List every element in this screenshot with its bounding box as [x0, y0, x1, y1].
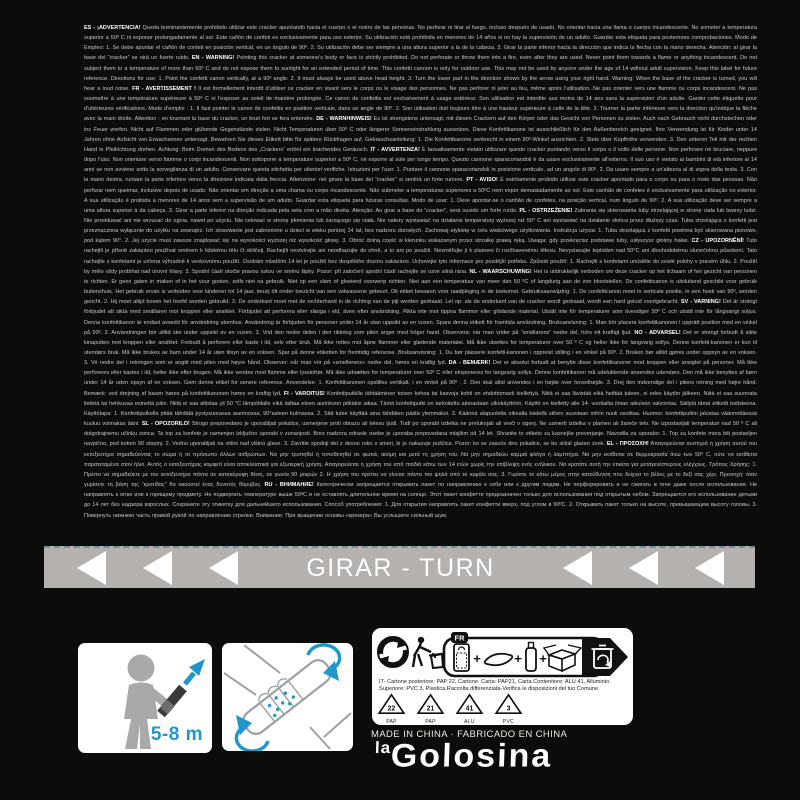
recycle-triangle-icon — [455, 693, 484, 715]
lang-warning-label: SL - OPOZORILO! — [141, 421, 190, 428]
green-dot-recycle-icon — [376, 634, 410, 670]
recycling-info-line: Superiore: PVC 3, Plastica.Raccolta differenziata-Verifica le disposizioni del tuo Comune. — [379, 686, 600, 692]
recycle-triangle-alu-41 — [455, 693, 484, 725]
right-arrow-group — [563, 551, 724, 585]
turn-hands-pictogram-box — [222, 643, 353, 751]
svg-text:21: 21 — [426, 705, 435, 713]
recycle-triangle-pvc-3 — [494, 693, 523, 725]
lang-warning-label: PT - AVISO! — [466, 177, 498, 184]
left-turn-arrow-icon — [143, 551, 172, 585]
recycling-info-line: IT- Cartone posteriore: PAP 22, Cartone. Carta: PAP21, Carta.Contenitore: ALU 41, Alluminio. — [379, 679, 611, 685]
material-code-triangles — [377, 693, 523, 725]
svg-text:3: 3 — [506, 705, 511, 713]
distance-label: 5-8 m — [150, 724, 203, 745]
distance-pictogram-box — [78, 643, 212, 753]
material-code-label: PVC — [502, 719, 515, 725]
lang-warning-label: NL - WAARSCHUWING! — [469, 268, 532, 275]
lang-warning-label: DE - WARNHINWEIS! — [316, 116, 372, 123]
brand-name: Golosina — [390, 737, 553, 775]
material-code-label: ALU — [464, 719, 475, 725]
lang-warning-label: ES - ¡ADVERTENCIA! — [84, 25, 141, 31]
lang-warning-label: EN - WARNING! — [191, 55, 235, 62]
plus-sign: + — [514, 651, 522, 666]
right-turn-arrow-icon — [629, 551, 658, 585]
recycle-triangle-icon — [416, 693, 445, 715]
plus-sign: + — [539, 651, 547, 666]
sorting-instructions-strip — [442, 630, 630, 680]
made-in-label: MADE IN CHINA · FABRICADO EN CHINA — [371, 729, 568, 740]
material-code-label: PAP — [425, 719, 436, 725]
lang-warning-label: CZ - UPOZORNĚNÍ! — [691, 238, 744, 245]
brand-logo — [374, 738, 553, 775]
multilingual-warning-text: ES - ¡ADVERTENCIA! Queda terminantemente prohibido utilizar este cracker apuntando hacia el cuerpo o el rostro de las personas. No perforar ni tirar al fuego, incluso después de usado. No orientar hacia una llama o cuerpo incandescente. No someter a temperatura superior a 50º C ni exponer prolongadamente al sol. Este cañón de confeti es exclusivamente para uso exterior. Su utilización está prohibida en menores de 14 años si no hay la supervisión de un adulto. Guardar esta etiqueta para posteriores comprobaciones. Modo de Empleo: 1. Se debe apuntar el cañón de confeti en posición vertical, en un ángulo de 90º. 2. Su utilización debe ser siempre a una altura superior a la de la cabeza. 3. Girar la parte inferior hacia la dirección que indica la flecha con la mano derecha. Atención: al girar la base del “cracker” se oirá un fuerte ruido. EN - WARNING! Pointing this cracker at someone's body or face is strictly prohibited. Do not perforate or throw them into a fire, even after they are used. Never point them towards a flame or anything incandescent. Do not subject them to a temperature of more than 50º C and do not expose them to sunlight for an extended period of time. This confetti cannon is only for outdoor use. This may not be used by anyone under the age of 14 without adult supervision. Keep this label for future reference. Directions for use: 1. Point the confetti canon vertically, at a 90º angle. 2. It must always be used above head height. 3. Turn the lower part in the direction shown by the arrow using your right hand. Warning: When the base of the cracker is turned, you will hear a loud noise. FR - AVERTISSEMENT ! Il est formellement interdit d'utiliser ce cracker en visant vers le corps ou le visage des personnes. Ne pas perforer ni jeter au feu, même après l'utilisation. Ne pas orienter vers une flamme ou corps incandescent. Ne pas soumettre à une température supérieure à 50º C ni l'exposer au soleil de manière prolongée. Ce canon de confettis est exclusivement à usage extérieur. Son utilisation est interdite aux moins de 14 ans sans la supervision d'un adulte. Garder cette étiquette pour d'ultérieures vérifications. Mode d'emploi : 1. Il faut pointer le canon de confettis en position verticale, dans un angle de 90º. 2. Son utilisation doit toujours être à une hauteur supérieure à celle de la tête. 3. Tourner la partie inférieure vers la direction qu'indique la flèche avec la main droite. Attention : en tournant la base du cracker, un bruit fort se fera entendre. DE - WARNHINWEIS! Es ist strengstens untersagt, mit diesen Crackern auf den Körper oder das Gesicht von Personen zu zielen. Auch nach Gebrauch nicht durchstechen oder ins Feuer werfen. Nicht auf Flammen oder glühende Gegenstände zielen. Nicht Temperaturen über 50º C oder längerer Sonneneinstrahlung aussetzen. Diese Konfettikanone ist ausschließlich für den Außenbereich geeignet. Ihre Verwendung ist für Kinder unter 14 Jahren ohne Aufsicht von Erwachsenen untersagt. Bewahren Sie dieses Etikett bitte für spätere Rückfragen auf. Gebrauchsanleitung: 1. Die Konfettikanone senkrecht in einem 90º-Winkel ausrichten. 2. Stets über Kopfhöhe verwenden. 3. Den unteren Teil mit der rechten Hand in Pfeilrichtung drehen. Achtung: Beim Drehen des Bodens des „Crackers“ ertönt ein krachendes Geräusch. IT - AVVERTENZA! È tassativamente vietato utilizzare questo cracker puntando verso il corpo o il volto delle persone. Non perforare né bruciare, neppure dopo l'uso. Non orientare verso fiamme o corpi incandescenti. Non sottoporre a temperature superiori a 50º C, né esporre al sole per lungo tempo. Questo cannone sparacoriandoli è da usare esclusivamente all'esterno. Il suo uso è vietato ai bambini di età inferiore ai 14 anni se non avviene sotto la sorveglianza di un adulto. Conservare questa etichetta per ulteriori verifiche. Istruzioni per l'uso: 1. Puntare il cannone sparacoriandoli in posizione verticale, ad un angolo di 90º. 2. Da usare sempre a un'altezza al di sopra della testa. 3. Con la mano destra, ruotare la parte inferiore verso la direzione indicata dalla freccia. Attenzione: nel girare la base del “cracker” si sentirà un forte rumore. PT - AVISO! É estritamente proibido utilizar este cracker apontado para o corpo ou para o rosto das pessoas. Não perfurar nem queimar, inclusive depois de usado. Não orientar em direção a uma chama ou corpo incandescente. Não submeter a temperaturas superiores a 50ºC nem expor demasiadamente ao sol. Este canhão de confetes é exclusivamente para utilização no exterior. A sua utilização é proibida a menores de 14 anos sem a supervisão de um adulto. Guardar esta etiqueta para futuras consultas. Modo de usar: 1. Deve apontar-se o canhão de confetes, na posição vertical, num ângulo de 90º. 2. A sua utilização deve ser sempre a uma altura superior à da cabeça. 3. Girar a parte inferior na direção indicada pela seta com a mão direita. Atenção: Ao girar a base do “cracker”, será ouvido um forte ruído. PL - OSTRZEŻENIE! Zabrania się skierowania tuby strzelającej w stronę ciała lub twarzy ludzi. Nie przekłuwać ani nie wrzucać do ognia, nawet po użyciu. Nie celować w stronę płomienia lub żarzącego się ciała. Nie należy wystawiać na działanie temperatury wyższej niż 50° C ani wystawiać na działanie słońca przez dłuższy czas. Tuba strzelająca z konfetti jest przeznaczona wyłącznie do użytku na zewnątrz. Ich stosowanie jest zabronione u dzieci w wieku poniżej 14 lat, bez nadzoru dorosłych. Zachowaj etykietę w celu właściwego użytkowania. Instrukcja użycia: 1. Tuba strzelająca z konfetti powinna być skierowana pionowo, pod kątem 90°. 2. Jej użycie musi zawsze znajdować się na wysokości wyższej niż wysokość głowy. 3. Obróć dolną część w kierunku wskazanym przez strzałkę prawą ręką. Uwaga: gdy przekręcisz podstawę tuby, usłyszysz głośny hałas. CZ - UPOZORNĚNÍ! Tuto rachejtli je přísně zakázáno používat směrem k lidskému tělu či obličeji. Rachejtli neotvírejte ani neodhazujte do ohně, a to ani po použití. Nesměřujte ji k plameni či rozžhavenému tělesu. Nevystavujte teplotám nad 50°C ani dlouhodobému slunečnímu působení. Tato rachejtle s konfetami je určena výhradně k venkovnímu použití. Osobám mladším 14 let je použití bez dospělého dozoru zakázáno. Uchovejte tyto informace pro pozdější potřebu. Způsob použití: 1. Rachejtli s konfetami umístěte do svislé polohy v pravém úhlu. 2. Použití by mělo vždy probíhat nad úrovní hlavy. 3. Spodní částí otočte pravou rukou ve směru šipky. Pozor: při zatočení spodní částí rachejtle se ozve silná rána. NL - WAARSCHUWING! Het is uitdrukkelijk verboden om deze cracker op het lichaam of het gezicht van personen te richten. Er geen gaten in maken of in het vuur gooien, zelfs niet na gebruik. Niet op een vlam of gloeiend voorwerp richten. Niet aan een temperatuur van meer dan 50 ºC of langdurig aan de zon blootstellen. De confetticanon is uitsluitend geschikt voor gebruik buitenshuis. Het gebruik ervan is verboden voor kinderen tot 14 jaar, tenzij dit onder toezicht van een volwassene gebeurt. Dit etiket bewaren voor raadpleging in de toekomst. Gebruiksaanwijzing: 1. De confetticanon moet in verticale positie, in een hoek van 90º, worden gericht. 2. Hij moet altijd boven het hoofd worden gebruikt. 3. De onderkant moet met de rechterhand in de richting van de pijl worden gedraaid. Let op: als de onderkant van de cracker wordt gedraaid, wordt een hard geluid voortgebracht. SV - VARNING! Det är strängt förbjudet att sikta med smällaren mot kroppen eller ansiktet. Förbjudet att perforera eller slänga i eld, även efter användning. Rikta inte mot öppna flammor eller glödande material. Utsätt inte för temperaturer som överstiger 50º C och utsätt inte för långvarigt soljus. Denna konfettikanon är endast avsedd för användning utomhus. Användning är förbjuden för personer under 14 år utan uppsikt av en vuxen. Spara denna etikett för framtida användning. Bruksanvisning: 1. Man bör placera konfettikanonen i upprätt position med en vinkel på 90º. 2. Användningen bör alltid ske under uppsikt av en vuxen. 3. Vrid den nedre delen i den riktning som pilen anger med höger hand. Observera: när man vrider på “smällarens” nedre del, hörs ett kraftigt ljud. NO - ADVARSEL! Det er strengt forbudt å sikte kinaputten mot kroppen eller ansiktet. Forbudt å perforere eller kaste i ild, selv etter bruk. Må ikke rettes mot åpne flammer eller glødende materialer. Må ikke utsettes for temperaturer over 50 º C og heller ikke for langvarig sollys. Denne konfetti-kanonen er kun til utendørs bruk. Må ikke brukes av barn under 14 år uten tilsyn av en voksen. Spar på denne etiketten for fremtidig referanse. Bruksanvisning: 1. Du bør plassere konfetti-kanonen i oppreist stilling i en vinkel på 90º. 2. Bruken bør alltid gjøres under oppsyn av en voksen. 3. Vri nedre del i retningen som er angitt med pilen med høyre hånd. Observer: når man vrir på «smellerens» nedre del, høres en kraftig lyd. DA - BEMÆRK! Det er absolut forbudt at benytte disse konfettikanoner mod kroppen eller ansigtet på personer. Må ikke perforeres eller kastes i ild, heller ikke efter brugen. Må ikke vendes mod flamme eller lysstofrør. Må ikke udsættes for temperaturer over 50º C eller eksponeres for langvarig sollys. Denne konfettikanon må udelukkende anvendes udendørs. Den må ikke benyttes af børn under 14 år uden opsyn af en voksen. Gem denne etiket for senere reference. Anvendelse: 1. Konfettikanonen opstilles vertikalt, i en vinkel på 90º . 2. Den skal altid anvendes i en højde over hovedhøjde. 3. Drej den indvendige del i pilens retning med højre hånd. Bemærk: ved drejning af basen høres på konfettikanonen høres en kraftig lyd. FI - VAROITUS! Konfettiputkilla tähtääminen toisen kehoa tai kasvoja kohti on ehdottomasti kiellettyä. Niitä ei saa lävistää eikä heittää tuleen, ei edes käytön jälkeen. Niitä ei saa suunnata liekkiä tai hehkuvaa esinettä päin. Niitä ei saa altistaa yli 50 °C lämpötilalle eikä laittaa eteen aurinkoon pitkäksi aikaa. Tämä konfettiputki on tarkoitettu ainoastaan ulkokäyttöön. Käyttö on kielletty alle 14- vuotiailta ilman aikuisen valvontaa. Säilytä tämä etiketti todisteena. Käyttötapa: 1. Konfettiputkella pitää tähdätä pystysuorassa asennossa, 90°asteen kulmassa. 2. Sitä tulee käyttää aina tähdäten päätä ylemmäksi. 3. Käännä alapuolelta oikealla kädellä siihen suuntaan mihin nuoli osoittaa. Huomio: konfettiputkin jalustaa väännettäessä kuuluu voimakas ääni. SL - OPOZORILO! Strogo prepovedano je uporabljati pokalice, usmerjene proti obrazu ali telesu ljudi. Tudi po uporabi izdelka ne preluknjati ali vreči v ogenj. Ne usmerti izdelka v plamen ali žareče telo. Ne izpostavljati temperaturi nad 50 º C ali dolgotrajnemu učinku sonca. Ta top za konfete je namenjen izključno uporabi v zunanjosti. Brez nadzora odrasle osebe je uporaba prepovedana mlajšim od 14 let. Shranite to etiketo za kasnejše preverjanje. Navodila za uporabo: 1. Top za konfete mora biti postavljen navpično, pod kotom 90 stopinj. 2. Vedno uporabljati na višini nad višino glave. 3. Zavrtite spodnji del z desno roko v smeri, ki jo nakazuje puščica. Pozor: ko se zasuče dno pokalice, se bo slišal glasen zvok. EL - ΠΡΟΣΟΧΗ! Απαγορεύεται αυστηρά η χρήση αυτού του εκτοξευτήρα σημαδεύοντας το σώμα ή το πρόσωπο άλλων ανθρώπων. Να μην τρυπηθεί ή τοποθετηθεί σε φωτιά, ακόμη και μετά τη χρήση του. Να μην σημαδεύει καμμιά φλόγα ή λαμπτήρα. Να μην εκτίθεται σε θερμοκρασία άνω των 50º C, ούτε να εκτίθεται παρατεταμένα στον ήλιο. Αυτός ο εκτοξευτήρας κομφετί είναι αποκλειστικά για εξωτερική χρήση. Απαγορεύεται η χρήση του από παιδιά κάτω των 14 ετών χωρίς την επίβλεψη ενός ενήλικου. Να κρατάτε αυτή την ετικέτα για μεταγενέστερους ελέγχους. Τρόπος Χρήσης: 1. Πρέπει να σημαδεύετε με τον εκτοξευτήρα πάντα σε κατακόρυφη θέση, σε γωνία 90 μοιρών 2. Η χρήση του πρέπει να γίνεται πάντα πιο ψηλά από το κεφάλι σας. 3. Γυρίστε το κάτω μέρος στην κατεύθυνση που δείχνει το βέλος με το δεξί σας χέρι. Προσοχή: όταν γυρίσετε τη βάση της “κροτίδας” θα ακουστεί ένας δυνατός θόρυβος. RU - ВНИМАНИЕ! Категорически запрещается открывать пакет по направлению к себе или к другим людям. Не перфорировать и не сжигать в огне даже после использования. Не направлять к огню или к горящему предмету. Не подвергать температуре выше 50ºC и не оставлять длительное время на солнце. Этот пакет конфетти предназначен только для использования под открытым небом. Запрещается его использование детьми до 14 лет без надзора взрослых. Сохраните эту этикетку для дальнейшего использования. Способ употребления: 1. Для открытия направлять пакет конфетти вверх, под углом в 90ºC. 2. Открывать пакет только на высоте, превышающем высоту головы. 3. Повернуть нижнюю часть правой рукой по направлению стрелки. Внимание: При вращении основы «крекера» Вы услышите сильный шум. — [84, 25, 757, 519]
material-code-label: PAP — [386, 719, 397, 725]
recycling-info-text — [379, 679, 611, 693]
left-turn-arrow-icon — [209, 551, 238, 585]
lang-warning-label: EL - ΠΡΟΣΟΧΗ! — [606, 441, 649, 448]
left-turn-arrow-icon — [77, 551, 106, 585]
lang-warning-label: NO - ADVARSEL! — [634, 329, 681, 336]
fr-tag-label: FR — [454, 633, 465, 643]
right-turn-arrow-icon — [695, 551, 724, 585]
recycle-triangle-pap-22 — [377, 693, 406, 725]
lang-warning-label: DA - BEMÆRK! — [448, 360, 491, 367]
recycle-triangle-pap-21 — [416, 693, 445, 725]
lang-warning-label: IT - AVVERTENZA! — [370, 146, 420, 153]
brand-prefix: la — [374, 738, 392, 757]
lang-warning-label: FI - VAROITUS! — [283, 390, 325, 397]
lang-warning-label: FR - AVERTISSEMENT ! — [132, 85, 196, 92]
svg-text:22: 22 — [387, 705, 396, 713]
lang-warning-label: PL - OSTRZEŻENIE! — [519, 207, 573, 214]
right-turn-arrow-icon — [563, 551, 592, 585]
left-arrow-group — [77, 551, 238, 585]
recycle-triangle-icon — [494, 693, 523, 715]
svg-text:41: 41 — [465, 705, 474, 713]
turn-instruction-band — [44, 546, 755, 588]
plus-sign: + — [473, 651, 481, 666]
hands-twisting-cracker-icon — [222, 643, 353, 751]
recycle-triangle-icon — [377, 693, 406, 715]
lang-warning-label: SV - VARNING! — [680, 299, 721, 306]
turn-band-label: GIRAR - TURN — [306, 553, 495, 582]
lang-warning-label: RU - ВНИМАНИЕ! — [264, 482, 314, 489]
tidyman-icon — [410, 634, 444, 672]
recycling-info-box — [372, 628, 633, 725]
